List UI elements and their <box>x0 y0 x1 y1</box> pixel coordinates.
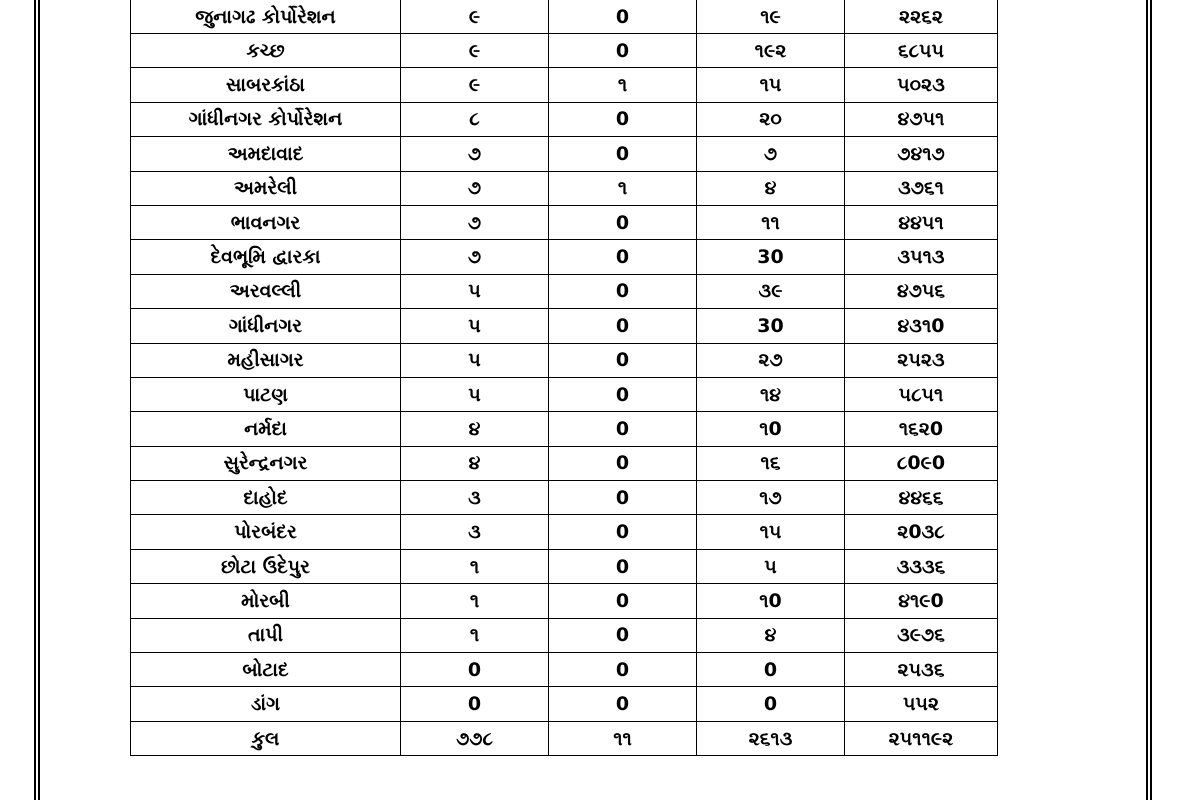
table-row <box>131 343 998 377</box>
value-cell-b: 0 <box>549 309 697 343</box>
value-cell-a: ૩ <box>401 481 549 515</box>
district-cell: મોરબી <box>131 584 401 618</box>
district-cell: ગાંધીનગર <box>131 309 401 343</box>
value-cell-d: ૪૧૯0 <box>845 584 998 618</box>
district-cell: અમરેલી <box>131 171 401 205</box>
table-row <box>131 205 998 239</box>
table-row <box>131 68 998 102</box>
value-cell-b: 0 <box>549 687 697 721</box>
value-cell-a: ૫ <box>401 377 549 411</box>
value-cell-b: ૧ <box>549 68 697 102</box>
value-cell-a: 0 <box>401 653 549 687</box>
value-cell-d: ૪૭૫૬ <box>845 274 998 308</box>
value-cell-c: ૧૯ <box>697 0 845 34</box>
value-cell-a: ૩ <box>401 515 549 549</box>
value-cell-d: ૩૩૩૬ <box>845 549 998 583</box>
value-cell-d: ૨૨૬૨ <box>845 0 998 34</box>
value-cell-a: ૫ <box>401 343 549 377</box>
value-cell-d: ૮0૯0 <box>845 446 998 480</box>
value-cell-d: ૨૫૩૬ <box>845 653 998 687</box>
value-cell-c: 0 <box>697 687 845 721</box>
value-cell-a: ૪ <box>401 446 549 480</box>
district-cell: ડાંગ <box>131 687 401 721</box>
value-cell-b: ૧૧ <box>549 721 697 755</box>
table-row <box>131 687 998 721</box>
district-cell: જુનાગઢ કોર્પોરેશન <box>131 0 401 34</box>
district-cell: અરવલ્લી <box>131 274 401 308</box>
district-cell: તાપી <box>131 618 401 652</box>
value-cell-d: ૪૭૫૧ <box>845 102 998 136</box>
value-cell-c: ૪ <box>697 618 845 652</box>
table-row <box>131 549 998 583</box>
value-cell-d: ૬૮૫૫ <box>845 34 998 68</box>
value-cell-a: ૫ <box>401 309 549 343</box>
value-cell-a: ૪ <box>401 412 549 446</box>
table-row <box>131 377 998 411</box>
district-stats-table <box>130 0 998 756</box>
value-cell-b: 0 <box>549 515 697 549</box>
table-row <box>131 137 998 171</box>
value-cell-d: ૫૮૫૧ <box>845 377 998 411</box>
value-cell-c: ૭ <box>697 137 845 171</box>
value-cell-c: 30 <box>697 240 845 274</box>
value-cell-c: ૧૪ <box>697 377 845 411</box>
district-cell: છોટા ઉદેપુર <box>131 549 401 583</box>
value-cell-b: 0 <box>549 584 697 618</box>
value-cell-d: ૨૫૨૩ <box>845 343 998 377</box>
district-cell: કચ્છ <box>131 34 401 68</box>
value-cell-d: ૩૭૬૧ <box>845 171 998 205</box>
value-cell-d: ૩૫૧૩ <box>845 240 998 274</box>
value-cell-c: ૧૫ <box>697 68 845 102</box>
district-cell: દાહોદ <box>131 481 401 515</box>
value-cell-b: 0 <box>549 102 697 136</box>
table-row <box>131 481 998 515</box>
value-cell-c: ૫ <box>697 549 845 583</box>
total-row <box>131 721 998 755</box>
value-cell-a: ૯ <box>401 68 549 102</box>
value-cell-c: ૧૭ <box>697 481 845 515</box>
value-cell-b: 0 <box>549 0 697 34</box>
value-cell-c: ૧૯૨ <box>697 34 845 68</box>
value-cell-a: ૯ <box>401 34 549 68</box>
value-cell-b: ૧ <box>549 171 697 205</box>
value-cell-c: 30 <box>697 309 845 343</box>
value-cell-c: ૨૭ <box>697 343 845 377</box>
value-cell-b: 0 <box>549 205 697 239</box>
table-row <box>131 618 998 652</box>
table-row <box>131 171 998 205</box>
value-cell-a: ૫ <box>401 274 549 308</box>
district-cell: સુરેન્દ્રનગર <box>131 446 401 480</box>
value-cell-b: 0 <box>549 412 697 446</box>
value-cell-b: 0 <box>549 34 697 68</box>
value-cell-c: ૪ <box>697 171 845 205</box>
value-cell-d: ૪૩૧0 <box>845 309 998 343</box>
table-row <box>131 240 998 274</box>
district-cell: દેવભૂમિ દ્વારકા <box>131 240 401 274</box>
value-cell-d: ૭૪૧૭ <box>845 137 998 171</box>
table-row <box>131 0 998 34</box>
value-cell-a: ૮ <box>401 102 549 136</box>
value-cell-c: ૧0 <box>697 412 845 446</box>
value-cell-c: ૨૦ <box>697 102 845 136</box>
value-cell-b: 0 <box>549 274 697 308</box>
value-cell-d: ૨0૩૮ <box>845 515 998 549</box>
value-cell-a: ૧ <box>401 618 549 652</box>
value-cell-c: ૧0 <box>697 584 845 618</box>
value-cell-c: ૩૯ <box>697 274 845 308</box>
value-cell-a: ૧ <box>401 549 549 583</box>
value-cell-b: 0 <box>549 549 697 583</box>
district-cell: અમદાવાદ <box>131 137 401 171</box>
value-cell-b: 0 <box>549 653 697 687</box>
value-cell-d: ૩૯૭૬ <box>845 618 998 652</box>
value-cell-a: ૧ <box>401 584 549 618</box>
table-row <box>131 274 998 308</box>
table-row <box>131 446 998 480</box>
table-row <box>131 412 998 446</box>
table-row <box>131 584 998 618</box>
district-cell: કુલ <box>131 721 401 755</box>
table-row <box>131 515 998 549</box>
value-cell-a: ૭૭૮ <box>401 721 549 755</box>
value-cell-c: ૧૫ <box>697 515 845 549</box>
district-cell: ભાવનગર <box>131 205 401 239</box>
table-row <box>131 653 998 687</box>
table-row <box>131 34 998 68</box>
value-cell-c: 0 <box>697 653 845 687</box>
value-cell-c: ૧૬ <box>697 446 845 480</box>
value-cell-b: 0 <box>549 618 697 652</box>
value-cell-d: ૨૫૧૧૯૨ <box>845 721 998 755</box>
value-cell-d: ૪૪૬૬ <box>845 481 998 515</box>
value-cell-b: 0 <box>549 137 697 171</box>
value-cell-d: ૪૪૫૧ <box>845 205 998 239</box>
value-cell-a: 0 <box>401 687 549 721</box>
district-cell: બોટાદ <box>131 653 401 687</box>
district-cell: મહીસાગર <box>131 343 401 377</box>
value-cell-d: ૧૬૨0 <box>845 412 998 446</box>
district-cell: પાટણ <box>131 377 401 411</box>
value-cell-a: ૭ <box>401 205 549 239</box>
value-cell-a: ૭ <box>401 171 549 205</box>
value-cell-b: 0 <box>549 481 697 515</box>
value-cell-b: 0 <box>549 446 697 480</box>
district-cell: સાબરકાંઠા <box>131 68 401 102</box>
district-cell: નર્મદા <box>131 412 401 446</box>
value-cell-c: ૧૧ <box>697 205 845 239</box>
value-cell-a: ૭ <box>401 240 549 274</box>
value-cell-b: 0 <box>549 377 697 411</box>
district-cell: પોરબંદર <box>131 515 401 549</box>
value-cell-a: ૭ <box>401 137 549 171</box>
value-cell-c: ૨૬૧૩ <box>697 721 845 755</box>
table-row <box>131 309 998 343</box>
value-cell-b: 0 <box>549 343 697 377</box>
value-cell-a: ૯ <box>401 0 549 34</box>
district-cell: ગાંધીનગર કોર્પોરેશન <box>131 102 401 136</box>
table-row <box>131 102 998 136</box>
value-cell-d: ૫૦૨૩ <box>845 68 998 102</box>
value-cell-b: 0 <box>549 240 697 274</box>
value-cell-d: ૫૫૨ <box>845 687 998 721</box>
